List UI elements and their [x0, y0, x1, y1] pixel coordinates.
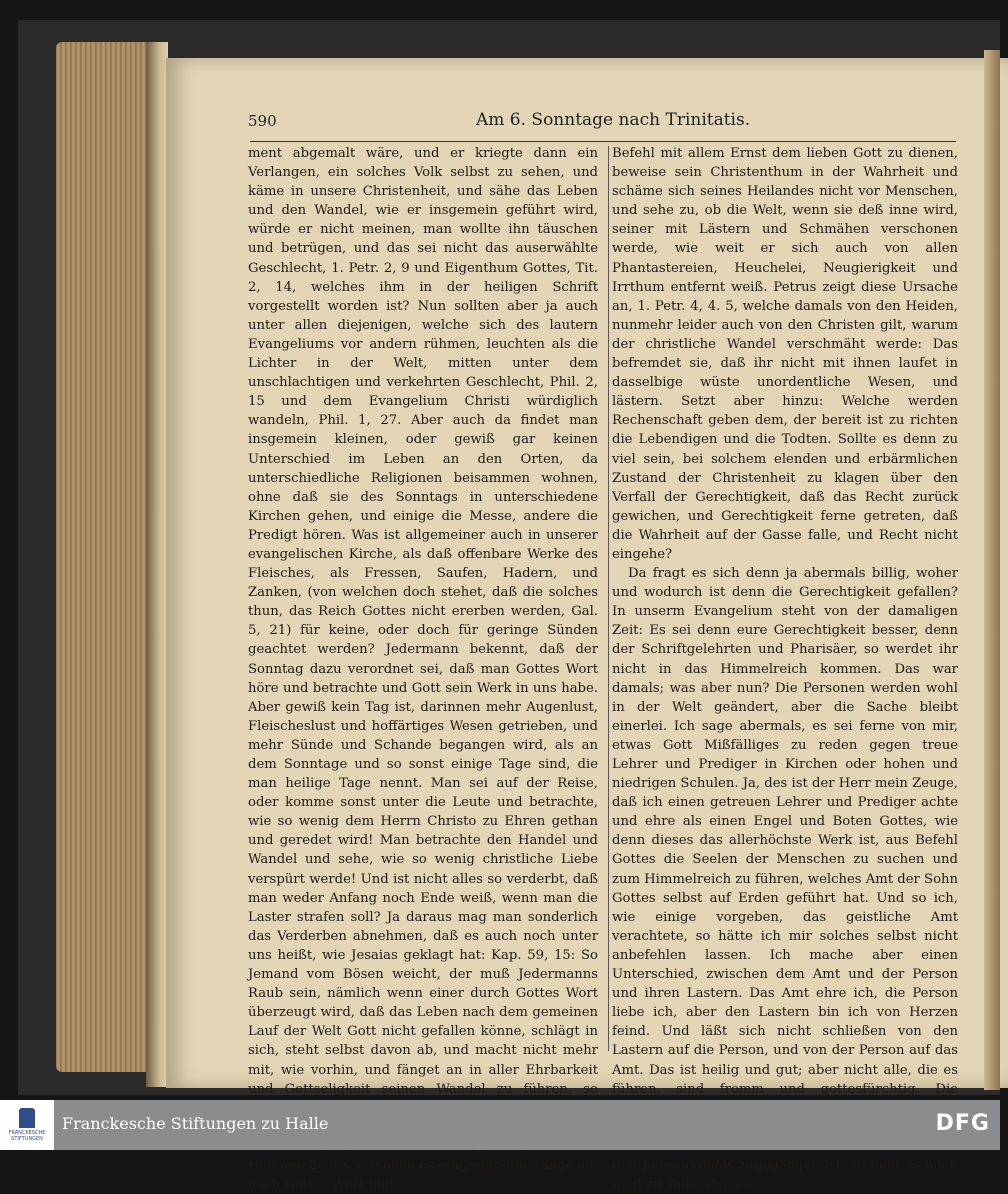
right-column-paragraph-2: Da fragt es sich denn ja abermals billig, woher und wodurch ist denn die Gerechtigkeit gefallen? In unserm Evangelium steht von der damaligen Zeit: Es sei denn eure Gerechtigkeit besser, denn der Schriftgelehrten und Pharisäer, so werdet ihr nicht in das Himmelreich kommen. Das war damals; was aber nun? Die Personen werden wohl in der Welt geändert, aber die Sache bleibt einerlei. Ich sage abermals, es sei ferne von mir, etwas Gott Mißfälliges zu reden gegen treue Lehrer und Prediger in Kirchen oder hohen und niedrigen Schulen. Ja, des ist der Herr mein Zeuge, daß ich einen getreuen Lehrer und Prediger achte und ehre als einen Engel und Boten Gottes, wie denn dieses das allerhöchste Werk ist, aus Befehl Gottes die Seelen der Menschen zu suchen und zum Himmelreich zu führen, welches Amt der Sohn Gottes selbst auf Erden geführt hat. Und so ich, wie einige vorgeben, das geistliche Amt verachtete, so hätte ich mir solches selbst nicht anbefehlen lassen. Ich mache aber einen Unterschied, zwischen dem Amt und der Person und ihren Lastern. Das Amt ehre ich, die Person liebe ich, aber den Lastern bin ich von Herzen feind. Und läßt sich nicht schließen von den Lastern auf die Person, und von der Person auf das Amt. Das ist heilig und gut; aber nicht alle, die es führen, sind fromm und gottesfürchtig. Die den Juden damals zugegangen ist, so geht es auch heut zu Tage. Bei je-: [612, 566, 958, 1193]
right-column: [612, 144, 958, 1193]
orphanage-icon: [19, 1108, 35, 1128]
page-number: 590: [248, 112, 277, 130]
column-rule: [608, 146, 609, 1051]
right-column-paragraph-1: Befehl mit allem Ernst dem lieben Gott zu dienen, beweise sein Christenthum in der Wahrheit und schäme sich seines Heilandes nicht vor Menschen, und sehe zu, ob die Welt, wenn sie deß inne wird, seiner mit Lästern und Schmähen verschonen werde, wie weit er sich auch von allen Phantastereien, Heuchelei, Neugierigkeit und Irrthum entfernt weiß. Petrus zeigt diese Ursache an, 1. Petr. 4, 4. 5, welche damals von den Heiden, nunmehr leider auch von den Christen gilt, warum der christliche Wandel verschmäht werde: Das befremdet sie, daß ihr nicht mit ihnen laufet in dasselbige wüste unordentliche Wesen, und lästern. Setzt aber hinzu: Welche werden Rechenschaft geben dem, der bereit ist zu richten die Lebendigen und die Todten. Sollte es denn zu viel sein, bei solchem elenden und erbärmlichen Zustand der Christenheit zu klagen über den Verfall der Gerechtigkeit, daß das Recht zurück gewichen, und Gerechtigkeit ferne getreten, daß die Wahrheit auf der Gasse falle, und Recht nicht eingehe?: [612, 146, 958, 562]
institution-logo[interactable]: [0, 1100, 54, 1150]
left-column: [248, 144, 598, 1193]
left-column-text: ment abgemalt wäre, und er kriegte dann ein Verlangen, ein solches Volk selbst zu sehen, und käme in unsere Christenheit, und sähe das Leben und den Wandel, wie er insgemein geführt wird, würde er nicht meinen, man wollte ihn täuschen und betrügen, und das sei nicht das auserwählte Geschlecht, 1. Petr. 2, 9 und Eigenthum Gottes, Tit. 2, 14, welches ihm in der heiligen Schrift vorgestellt worden ist? Nun sollten aber ja auch unter allen diejenigen, welche sich des lautern Evangeliums vor andern rühmen, leuchten als die Lichter in der Welt, mitten unter dem unschlachtigen und verkehrten Geschlecht, Phil. 2, 15 und dem Evangelium Christi würdiglich wandeln, Phil. 1, 27. Aber auch da findet man insgemein kleinen, oder gewiß gar keinen Unterschied im Leben an den Orten, da unterschiedliche Religionen beisammen wohnen, ohne daß sie des Sonntags in unterschiedene Kirchen gehen, und einige die Messe, andere die Predigt hören. Was ist allgemeiner auch in unserer evangelischen Kirche, als daß offenbare Werke des Fleisches, als Fressen, Saufen, Hadern, und Zanken, (von welchen doch stehet, daß die solches thun, das Reich Gottes nicht ererben werden, Gal. 5, 21) für keine, oder doch für geringe Sünden geachtet werden? Jedermann bekennt, daß der Sonntag dazu verordnet sei, daß man Gottes Wort höre und betrachte und Gott sein Werk in uns habe. Aber gewiß kein Tag ist, darinnen mehr Augenlust, Fleischeslust und hoffärtiges Wesen getrieben, und mehr Sünde und Schande begangen wird, als an dem Sonntage und so sonst einige Tage sind, die man heilige Tage nennt. Man sei auf der Reise, oder komme sonst unter die Leute und betrachte, wie so wenig dem Herrn Christo zu Ehren gethan und geredet wird! Man betrachte den Handel und Wandel und sehe, wie so wenig christliche Liebe verspürt werde! Und ist nicht alles so verderbt, daß man weder Anfang noch Ende weiß, wenn man die Laster strafen soll? Ja daraus mag man sonderlich das Verderben abnehmen, daß es auch noch unter uns heißt, wie Jesaias geklagt hat: Kap. 59, 15: So Jemand vom Bösen weicht, der muß Jedermanns Raub sein, nämlich wenn einer durch Gottes Wort überzeugt wird, daß das Leben nach dem gemeinen Lauf der Welt Gott nicht gefallen könne, schlägt in sich, steht selbst davon ab, und macht nicht mehr mit, wie vorhin, und fänget an in aller Ehrbarkeit und Gottseligkeit seinen Wandel zu führen, so Heiligen 2c. Es versuche es ein Jeder, und fange an, nach Gottes Wort und: [248, 146, 598, 1193]
viewer-footer: [0, 1100, 1000, 1150]
institution-name[interactable]: Franckesche Stiftungen zu Halle: [62, 1114, 329, 1133]
running-head: Am 6. Sonntage nach Trinitatis.: [476, 110, 751, 130]
dfg-logo[interactable]: DFG: [935, 1111, 990, 1136]
header-rule: [250, 141, 956, 142]
page-right-edge: [984, 50, 1000, 1090]
logo-text: FRANCKESCHE STIFTUNGEN: [8, 1130, 46, 1142]
book-gutter: [146, 42, 168, 1087]
page-edges: [56, 42, 156, 1072]
